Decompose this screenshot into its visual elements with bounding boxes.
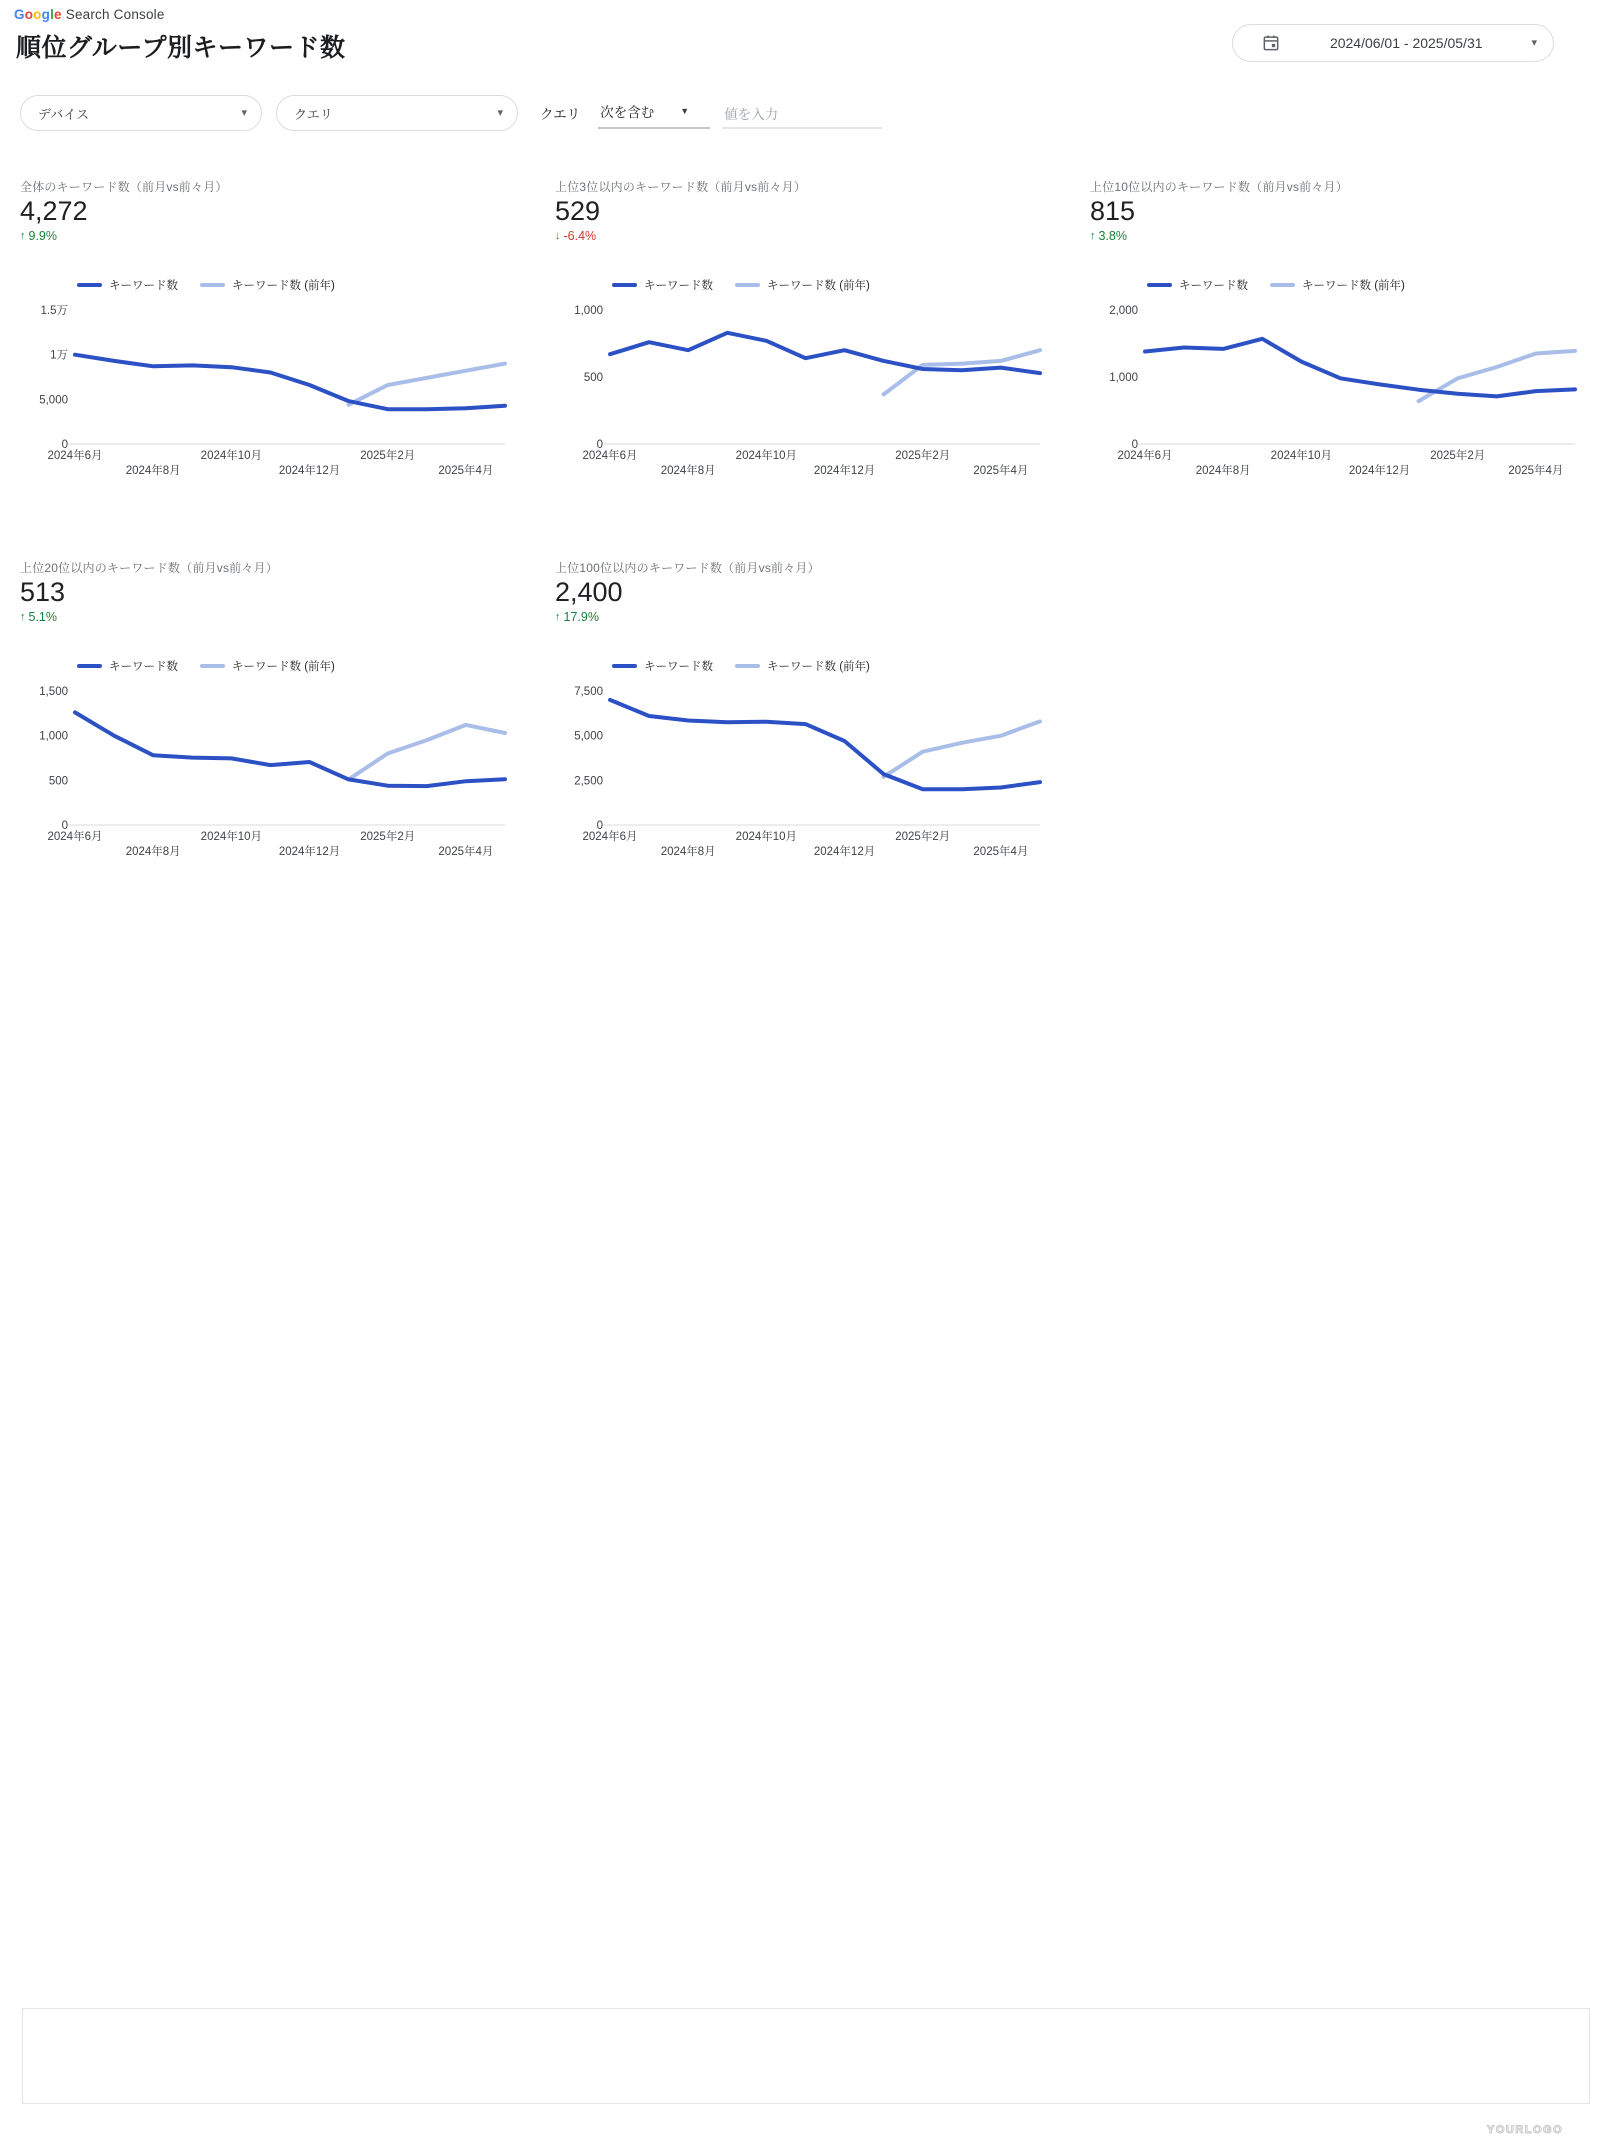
chart-delta [1090, 228, 1580, 244]
chart-delta [20, 228, 510, 244]
chart-legend [1147, 278, 1580, 292]
delta-arrow-icon: ↑ [1090, 230, 1096, 242]
y-axis-tick-label: 5,000 [574, 730, 603, 743]
legend-item [77, 658, 178, 674]
y-axis-tick-label: 0 [596, 439, 603, 452]
logo-letter: o [24, 7, 34, 22]
legend-swatch [200, 664, 225, 668]
x-axis-tick-label: 2024年8月 [1195, 465, 1251, 477]
chevron-down-icon: ▾ [1531, 36, 1537, 49]
chart-title: 全体のキーワード数（前月vs前々月） [20, 180, 228, 194]
device-filter-label: デバイス [38, 106, 90, 122]
legend-item [1270, 277, 1405, 293]
legend-item [735, 277, 870, 293]
x-axis-tick-label: 2024年8月 [660, 846, 716, 858]
legend-label: キーワード数 (前年) [232, 280, 335, 292]
x-axis-tick-label: 2024年10月 [200, 831, 263, 843]
filter-value-input[interactable] [722, 107, 882, 129]
y-axis-tick-label: 2,000 [1109, 305, 1138, 318]
chart-delta [555, 609, 1045, 625]
y-axis-tick-label: 1万 [50, 349, 68, 362]
x-axis-tick-label: 2025年2月 [1430, 450, 1486, 462]
delta-value: 3.8% [1098, 229, 1127, 243]
line-chart [20, 296, 510, 481]
logo-letter: l [50, 7, 55, 22]
x-axis-tick-label: 2025年4月 [1508, 465, 1564, 477]
logo-letter: e [54, 7, 62, 22]
chart-legend [612, 278, 1045, 292]
chart-legend [612, 659, 1045, 673]
legend-swatch [612, 283, 637, 287]
chart-delta [20, 609, 510, 625]
x-axis-tick-label: 2025年2月 [895, 450, 951, 462]
chart-legend [77, 659, 510, 673]
watermark-logo: YOURLOGO [1487, 2124, 1564, 2136]
x-axis-tick-label: 2024年12月 [813, 465, 876, 477]
chart-kpi-value: 513 [20, 577, 66, 607]
chart-kpi-value: 815 [1090, 196, 1136, 226]
legend-swatch [200, 283, 225, 287]
x-axis-tick-label: 2024年12月 [278, 846, 341, 858]
chart-card [555, 178, 1045, 481]
legend-swatch [1270, 283, 1295, 287]
x-axis-tick-label: 2025年4月 [973, 846, 1029, 858]
y-axis-tick-label: 500 [583, 372, 603, 385]
legend-item [1147, 277, 1248, 293]
series-prev-year-line [349, 364, 505, 405]
query-filter-label: クエリ [294, 106, 333, 122]
charts-grid [20, 178, 1580, 862]
chart-title: 上位10位以内のキーワード数（前月vs前々月） [1090, 180, 1348, 194]
y-axis-tick-label: 2,500 [574, 775, 603, 788]
date-range-value: 2024/06/01 - 2025/05/31 [1329, 35, 1483, 51]
chevron-down-icon: ▾ [241, 106, 247, 119]
y-axis-tick-label: 1,500 [39, 686, 68, 699]
series-current-line [610, 333, 1040, 373]
series-current-line [75, 355, 505, 410]
delta-arrow-icon: ↑ [20, 230, 26, 242]
x-axis-tick-label: 2025年2月 [895, 831, 951, 843]
chart-kpi-value: 2,400 [555, 577, 623, 607]
y-axis-tick-label: 0 [596, 820, 603, 833]
chart-kpi-value: 529 [555, 196, 601, 226]
chart-card [1090, 178, 1580, 481]
legend-swatch [77, 283, 102, 287]
legend-swatch [77, 664, 102, 668]
legend-label: キーワード数 [109, 280, 178, 292]
x-axis-tick-label: 2024年6月 [47, 831, 103, 843]
logo-letter: o [33, 7, 42, 22]
advanced-filter-field-label: クエリ [540, 107, 581, 122]
legend-label: キーワード数 [644, 661, 713, 673]
delta-value: -6.4% [563, 229, 597, 243]
logo-letter: G [14, 7, 25, 22]
y-axis-tick-label: 7,500 [574, 686, 603, 699]
x-axis-tick-label: 2024年8月 [125, 846, 181, 858]
delta-value: 17.9% [563, 610, 599, 624]
legend-label: キーワード数 (前年) [767, 280, 870, 292]
legend-label: キーワード数 [644, 280, 713, 292]
y-axis-tick-label: 0 [61, 820, 68, 833]
x-axis-tick-label: 2024年12月 [278, 465, 341, 477]
y-axis-tick-label: 5,000 [39, 394, 68, 407]
query-filter-control[interactable] [276, 95, 518, 131]
delta-value: 5.1% [28, 610, 57, 624]
chart-title: 上位3位以内のキーワード数（前月vs前々月） [555, 180, 807, 194]
y-axis-tick-label: 1,000 [1109, 372, 1138, 385]
legend-item [77, 277, 178, 293]
google-logo-wordmark [14, 7, 62, 22]
series-prev-year-line [884, 721, 1040, 776]
line-chart [1090, 296, 1580, 481]
delta-arrow-icon: ↓ [555, 230, 561, 242]
delta-value: 9.9% [28, 229, 57, 243]
x-axis-tick-label: 2025年4月 [438, 465, 494, 477]
chart-title: 上位20位以内のキーワード数（前月vs前々月） [20, 561, 278, 575]
legend-label: キーワード数 [1179, 280, 1248, 292]
page-title: 順位グループ別キーワード数 [16, 34, 346, 62]
legend-swatch [735, 664, 760, 668]
chart-card [20, 559, 510, 862]
x-axis-tick-label: 2024年10月 [1270, 450, 1333, 462]
select-caret-icon: ▼ [680, 105, 690, 116]
series-current-line [75, 712, 505, 786]
chart-card [555, 559, 1045, 862]
date-range-picker[interactable] [1232, 24, 1554, 62]
y-axis-tick-label: 1.5万 [40, 305, 68, 318]
legend-item [200, 658, 335, 674]
filter-operator-select[interactable] [598, 101, 710, 129]
chart-card [20, 178, 510, 481]
chart-delta [555, 228, 1045, 244]
y-axis-tick-label: 0 [1131, 439, 1138, 452]
legend-item [200, 277, 335, 293]
logo-letter: g [41, 7, 51, 22]
delta-arrow-icon: ↑ [20, 611, 26, 623]
x-axis-tick-label: 2024年12月 [1348, 465, 1411, 477]
series-current-line [1145, 339, 1575, 397]
filter-operator-value: 次を含む [600, 105, 655, 120]
x-axis-tick-label: 2024年6月 [1117, 450, 1173, 462]
x-axis-tick-label: 2024年6月 [47, 450, 103, 462]
legend-item [735, 658, 870, 674]
logo-product-name: Search Console [65, 7, 165, 22]
line-chart [20, 677, 510, 862]
y-axis-tick-label: 0 [61, 439, 68, 452]
delta-arrow-icon: ↑ [555, 611, 561, 623]
x-axis-tick-label: 2024年12月 [813, 846, 876, 858]
line-chart [555, 677, 1045, 862]
footer-placeholder-box [22, 2008, 1590, 2104]
x-axis-tick-label: 2024年8月 [660, 465, 716, 477]
legend-label: キーワード数 (前年) [1302, 280, 1405, 292]
y-axis-tick-label: 500 [48, 775, 68, 788]
advanced-filter [540, 101, 882, 129]
x-axis-tick-label: 2024年10月 [200, 450, 263, 462]
y-axis-tick-label: 1,000 [574, 305, 603, 318]
legend-label: キーワード数 [109, 661, 178, 673]
google-search-console-logo [14, 7, 165, 22]
legend-swatch [612, 664, 637, 668]
chevron-down-icon: ▾ [497, 106, 503, 119]
legend-item [612, 277, 713, 293]
x-axis-tick-label: 2024年10月 [735, 450, 798, 462]
legend-item [612, 658, 713, 674]
calendar-icon [1261, 33, 1281, 53]
legend-swatch [735, 283, 760, 287]
chart-title: 上位100位以内のキーワード数（前月vs前々月） [555, 561, 820, 575]
x-axis-tick-label: 2024年8月 [125, 465, 181, 477]
series-prev-year-line [349, 725, 505, 780]
y-axis-tick-label: 1,000 [39, 730, 68, 743]
x-axis-tick-label: 2025年4月 [973, 465, 1029, 477]
line-chart [555, 296, 1045, 481]
chart-legend [77, 278, 510, 292]
x-axis-tick-label: 2024年10月 [735, 831, 798, 843]
series-current-line [610, 700, 1040, 789]
x-axis-tick-label: 2024年6月 [582, 831, 638, 843]
chart-kpi-value: 4,272 [20, 196, 88, 226]
x-axis-tick-label: 2025年2月 [360, 831, 416, 843]
legend-label: キーワード数 (前年) [232, 661, 335, 673]
x-axis-tick-label: 2025年4月 [438, 846, 494, 858]
x-axis-tick-label: 2025年2月 [360, 450, 416, 462]
device-filter-control[interactable] [20, 95, 262, 131]
legend-swatch [1147, 283, 1172, 287]
x-axis-tick-label: 2024年6月 [582, 450, 638, 462]
legend-label: キーワード数 (前年) [767, 661, 870, 673]
